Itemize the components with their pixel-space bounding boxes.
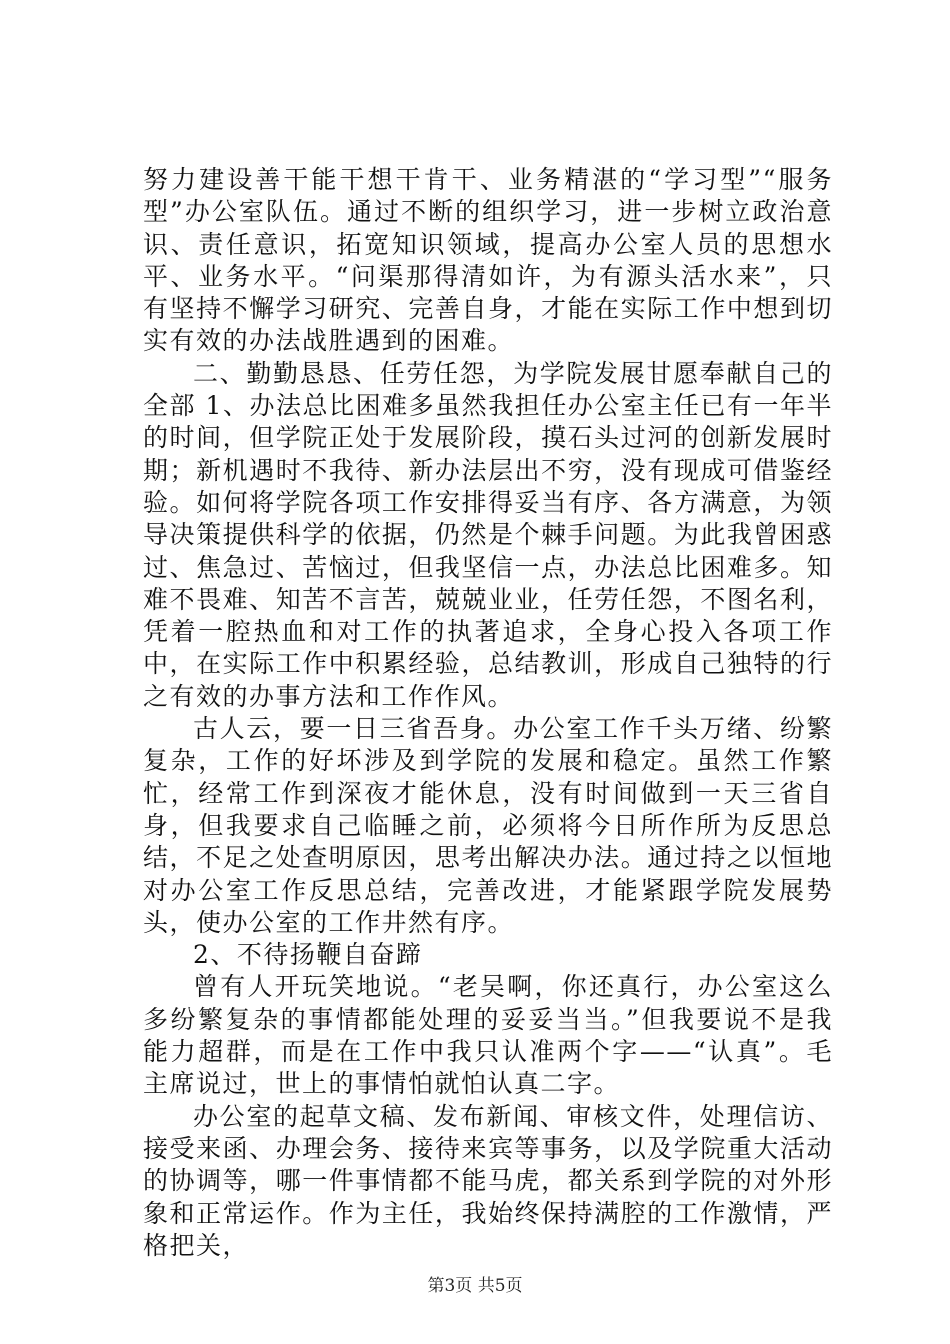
paragraph-3: 古人云，要一日三省吾身。办公室工作千头万绪、纷繁复杂，工作的好坏涉及到学院的发展和稳定。虽然工作繁忙，经常工作到深夜才能休息，没有时间做到一天三省自身，但我要求自己临睡之前，必须将今日所作所为反思总结，不足之处查明原因，思考出解决办法。通过持之以恒地对办公室工作反思总结，完善改进，才能紧跟学院发展势头，使办公室的工作井然有序。 — [143, 714, 833, 937]
paragraph-2: 二、勤勤恳恳、任劳任怨，为学院发展甘愿奉献自己的全部 1、办法总比困难多虽然我担任办公室主任已有一年半的时间，但学院正处于发展阶段，摸石头过河的创新发展时期；新机遇时不我待、新办法层出不穷，没有现成可借鉴经验。如何将学院各项工作安排得妥当有序、各方满意，为领导决策提供科学的依据，仍然是个棘手问题。为此我曾困惑过、焦急过、苦恼过，但我坚信一点，办法总比困难多。知难不畏难、知苦不言苦，兢兢业业，任劳任怨，不图名利，凭着一腔热血和对工作的执著追求，全身心投入各项工作中，在实际工作中积累经验，总结教训，形成自己独特的行之有效的办事方法和工作作风。 — [143, 358, 833, 711]
paragraph-1: 努力建设善干能干想干肯干、业务精湛的“学习型”“服务型”办公室队伍。通过不断的组织学习，进一步树立政治意识、责任意识，拓宽知识领域，提高办公室人员的思想水平、业务水平。“问渠那得清如许，为有源头活水来”，只有坚持不懈学习研究、完善自身，才能在实际工作中想到切实有效的办法战胜遇到的困难。 — [143, 165, 833, 356]
document-body — [143, 164, 833, 1262]
page-footer: 第3页 共5页 — [427, 1276, 523, 1296]
paragraph-6: 办公室的起草文稿、发布新闻、审核文件，处理信访、接受来函、办理会务、接待来宾等事务，以及学院重大活动的协调等，哪一件事情都不能马虎，都关系到学院的对外形象和正常运作。作为主任，我始终保持满腔的工作激情，严格把关， — [143, 1101, 833, 1260]
paragraph-4-heading: 2、不待扬鞭自奋蹄 — [193, 940, 423, 970]
paragraph-5: 曾有人开玩笑地说。“老吴啊，你还真行，办公室这么多纷繁复杂的事情都能处理的妥妥当当。”但我要说不是我能力超群，而是在工作中我只认准两个字——“认真”。毛主席说过，世上的事情怕就怕认真二字。 — [143, 972, 833, 1099]
